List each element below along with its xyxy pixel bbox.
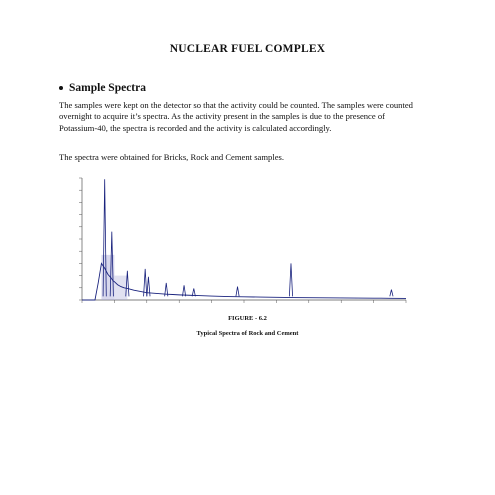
spectrum-peak (289, 263, 292, 296)
section-heading (59, 82, 146, 94)
bullet-icon (59, 86, 63, 90)
figure-number: FIGURE - 6.2 (228, 315, 267, 322)
spectrum-chart (60, 172, 412, 312)
figure-spectrum (60, 172, 412, 312)
spectrum-line (82, 263, 406, 300)
page-title: NUCLEAR FUEL COMPLEX (169, 43, 326, 55)
spectrum-peak (147, 277, 150, 297)
figure-caption: Typical Spectra of Rock and Cement (196, 330, 299, 337)
spectrum-peak (390, 290, 393, 297)
section-heading-text: Sample Spectra (69, 82, 146, 94)
paragraph-description: The samples were kept on the detector so that the activity could be counted. The samples were counted overnight to acquire it’s spectra. As the activity present in the samples is due to the presence of Potassium-40, the spectra is recorded and the activity is calculated accordingly. (59, 100, 413, 133)
spectrum-peak (236, 287, 239, 297)
paragraph-samples: The spectra were obtained for Bricks, Rock and Cement samples. (59, 152, 285, 162)
